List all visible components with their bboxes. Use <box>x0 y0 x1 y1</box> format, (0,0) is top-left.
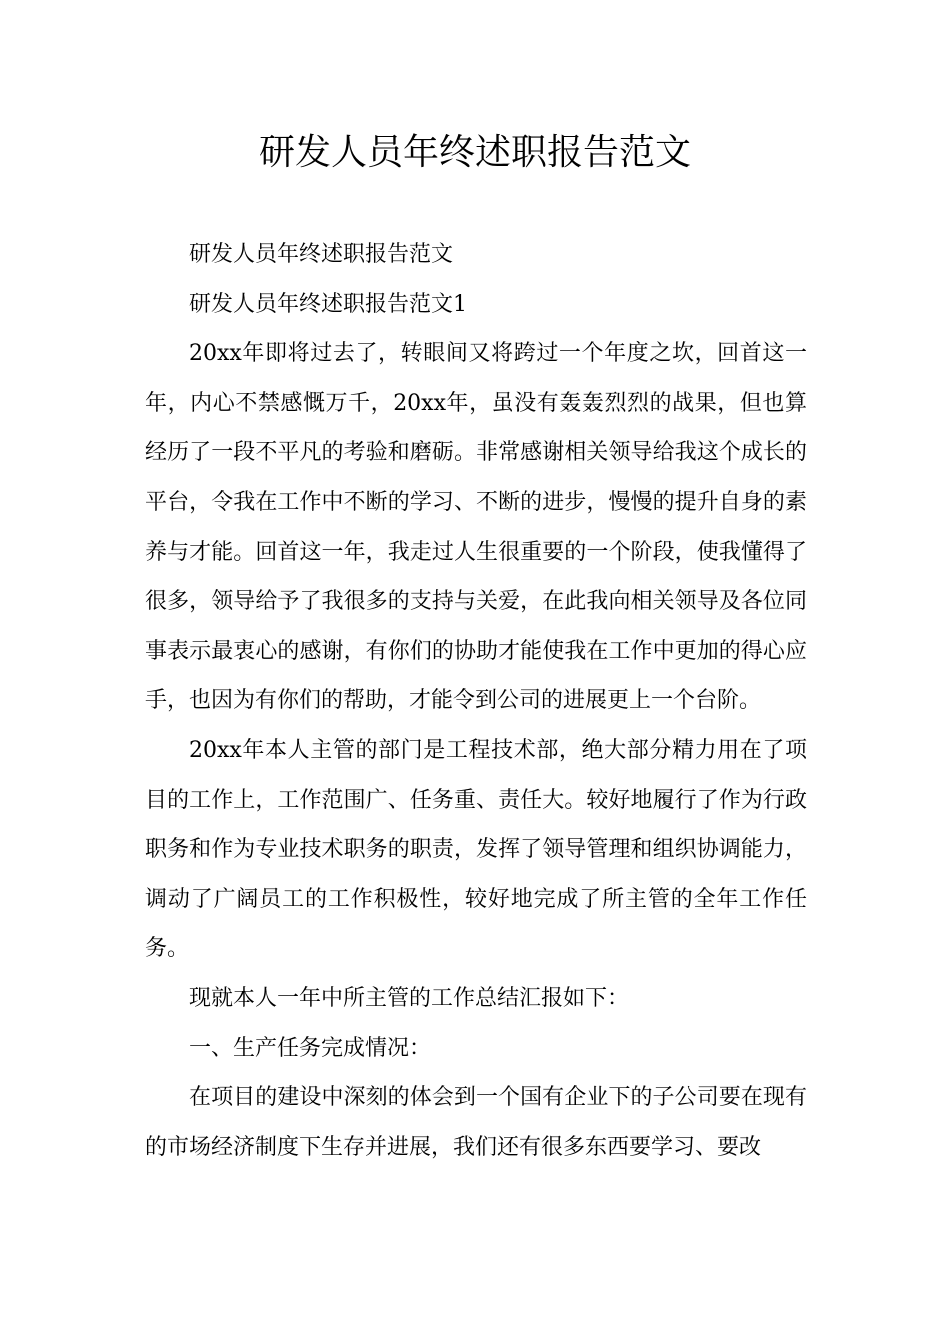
paragraph-section-heading: 一、生产任务完成情况： <box>189 1035 432 1061</box>
document-title: 研发人员年终述职报告范文 <box>258 132 691 173</box>
paragraph-department: 20xx年本人主管的部门是工程技术部，绝大部分精力用在了项目的工作上，工作范围广、任务重、责任大。较好地履行了作为行政职务和作为专业技术职务的职责，发挥了领导管理和组织协调能力，调动了广阔员工的工作积极性，较好地完成了所主管的全年工作任务。 <box>145 737 807 962</box>
paragraph-subheading: 研发人员年终述职报告范文1 <box>189 291 467 317</box>
paragraph-heading: 研发人员年终述职报告范文 <box>189 242 454 267</box>
document-body <box>145 230 807 1172</box>
paragraph-intro: 20xx年即将过去了，转眼间又将跨过一个年度之坎，回首这一年，内心不禁感慨万千，20xx年，虽没有轰轰烈烈的战果，但也算经历了一段不平凡的考验和磨砺。非常感谢相关领导给我这个成长的平台，令我在工作中不断的学习、不断的进步，慢慢的提升自身的素养与才能。回首这一年，我走过人生很重要的一个阶段，使我懂得了很多，领导给予了我很多的支持与关爱，在此我向相关领导及各位同事表示最衷心的感谢，有你们的协助才能使我在工作中更加的得心应手，也因为有你们的帮助，才能令到公司的进展更上一个台阶。 <box>145 341 807 714</box>
paragraph-project-text: 在项目的建设中深刻的体会到一个国有企业下的子公司要在现有的市场经济制度下生存并进展，我们还有很多东西要学习、要改 <box>145 1085 807 1160</box>
paragraph-summary-intro: 现就本人一年中所主管的工作总结汇报如下： <box>189 985 630 1011</box>
